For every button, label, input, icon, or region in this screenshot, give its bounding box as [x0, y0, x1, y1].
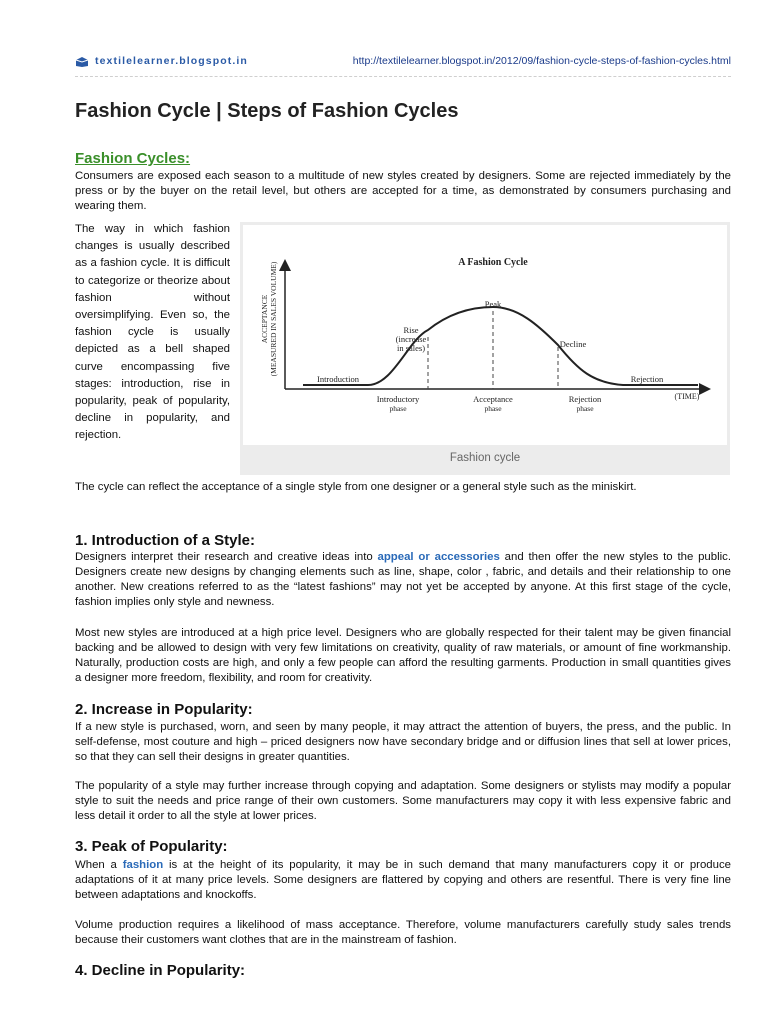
header-divider	[75, 76, 731, 77]
fashion-link[interactable]: fashion	[122, 859, 164, 871]
fashion-cycle-figure	[240, 222, 730, 475]
section3-paragraph-1	[75, 858, 731, 903]
page-title: Fashion Cycle | Steps of Fashion Cycles	[75, 100, 459, 122]
fashion-cycle-diagram	[243, 225, 727, 445]
site-name[interactable]: textilelearner.blogspot.in	[95, 55, 248, 67]
section1-paragraph-2: Most new styles are introduced at a high price level. Designers who are globally respected for their talent may be given financial backing and be allowed to design with very few limitations on creativity, quality of raw materials, or amount of fine workmanship. Naturally, production costs are high, and only a few people can afford the resulting garments. Production in small quantities gives a designer more freedom, flexibility, and room for creativity.	[75, 627, 731, 684]
stage-rejection: Rejection	[630, 374, 664, 384]
fashion-cycles-side-text: The way in which fashion changes is usually described as a fashion cycle. It is difficult to categorize or theorize about fashion without oversimplifying. Even so, the fashion cycle is usually depicted as a bell shaped curve encompassing five stages: introduction, rise in popularity, peak of popularity, decline in popularity, and rejection.	[75, 223, 230, 442]
stage-introduction: Introduction	[316, 374, 360, 384]
section3-p1-after: is at the height of its popularity, it may be in such demand that many manufacturers copy it or produce adaptations of it at many price levels. Some designers are flattered by copying and others are resentful. There is very fine line between adaptations and knockoffs.	[75, 859, 731, 901]
blog-logo-icon	[75, 56, 89, 68]
appeal-accessories-link[interactable]: appeal or accessories	[377, 551, 500, 563]
stage-rise-1: Rise	[403, 325, 419, 335]
stage-rise-2: (increase	[395, 334, 427, 344]
section3-p1-before: When a	[75, 859, 123, 871]
figure-caption: Fashion cycle	[449, 452, 521, 464]
phase-acceptance-1: Acceptance	[473, 394, 513, 404]
figure-title: A Fashion Cycle	[458, 257, 528, 268]
phase-introductory-1: Introductory	[376, 394, 420, 404]
phase-introductory-2: phase	[389, 404, 407, 413]
stage-peak: Peak	[484, 299, 502, 309]
section2-paragraph-1: If a new style is purchased, worn, and seen by many people, it may attract the attention of buyers, the press, and the public. In self-defense, most couture and high – priced designers now have secondary bridge and or diffusion lines that sell at lower prices, so that they can sell their designs in greater quantities.	[75, 721, 731, 763]
phase-rejection-2: phase	[576, 404, 594, 413]
y-axis-label-2: (MEASURED IN SALES VOLUME)	[269, 261, 278, 377]
stage-rise-3: in sales)	[396, 343, 426, 353]
fashion-cycle-svg	[243, 225, 727, 445]
fashion-cycles-intro: Consumers are exposed each season to a multitude of new styles created by designers. Some are rejected immediately by the press or by the buyer on the retail level, but others are accepted for a time, as demonstrated by consumers purchasing and wearing them.	[75, 170, 731, 212]
x-axis-label: (TIME)	[674, 392, 700, 401]
section3-paragraph-2: Volume production requires a likelihood of mass acceptance. Therefore, volume manufacturers carefully study sales trends because their customers want clothes that are in the mainstream of fashion.	[75, 919, 731, 946]
fashion-cycles-after-text: The cycle can reflect the acceptance of a single style from one designer or a general style such as the miniskirt.	[75, 481, 637, 493]
phase-rejection-1: Rejection	[568, 394, 602, 404]
section2-paragraph-2: The popularity of a style may further increase through copying and adaptation. Some designers or stylists may modify a popular style to suit the needs and price range of their own customers. Some manufacturers may copy it with less expensive fabric and less detail it order to all the style at lower prices.	[75, 780, 731, 822]
page-url[interactable]: http://textilelearner.blogspot.in/2012/09/fashion-cycle-steps-of-fashion-cycles.html	[352, 55, 731, 67]
fashion-cycles-heading-text: Fashion Cycles:	[75, 150, 191, 167]
section1-p1-after: and then offer the new styles to the public. Designers create new designs by changing elements such as line, shape, color , fabric, and details and their relationship to one another. New creations referred to as the “latest fashions” may not yet be accepted by anyone. At this first stage of the cycle, fashion implies only style and newness.	[75, 551, 732, 608]
section1-paragraph-1	[75, 550, 731, 610]
phase-acceptance-2: phase	[484, 404, 502, 413]
y-axis-label-1: ACCEPTANCE	[260, 294, 269, 344]
stage-decline: Decline	[559, 339, 587, 349]
section1-p1-before: Designers interpret their research and creative ideas into	[75, 551, 378, 563]
section1-heading: 1. Introduction of a Style:	[75, 532, 256, 549]
section2-heading: 2. Increase in Popularity:	[75, 701, 253, 718]
section4-heading: 4. Decline in Popularity:	[75, 962, 246, 979]
site-header	[75, 55, 731, 71]
section3-heading: 3. Peak of Popularity:	[75, 838, 228, 855]
fashion-cycles-heading	[75, 150, 190, 167]
